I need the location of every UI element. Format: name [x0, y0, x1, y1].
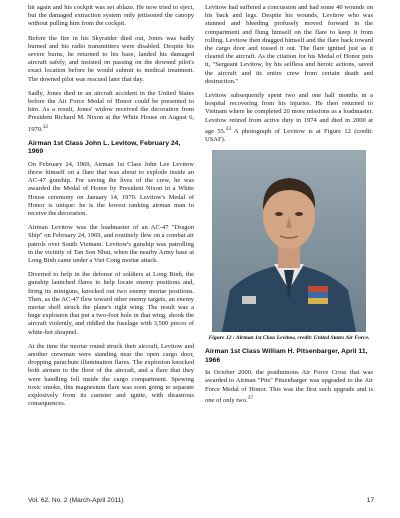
portrait-illustration	[212, 150, 366, 332]
section-heading-levitow: Airman 1st Class John L. Levitow, February 24, 1969	[28, 140, 181, 156]
right-column	[205, 4, 373, 411]
paragraph-text: Sadly, Jones died in an aircraft accident in the United States before the Air Force Medal of Honor could be presented to him. As a result, Jones' widow received the decoration from President Richard M. Nixon at the White House on August 6, 1970.	[28, 89, 194, 133]
page-footer	[28, 497, 374, 507]
paragraph: hit again and his cockpit was set ablaze. He now tried to eject, but the damaged extraction system only jettisoned the canopy without pulling him from the cockpit.	[28, 4, 194, 28]
paragraph-text: In October 2000, the posthumous Air Force Cross that was awarded to Airman "Pits" Pitsenbarger was upgraded to the Air Force Medal of Honor. This was the first such upgrade and is one of only two.	[205, 369, 373, 404]
issue-info: Vol. 62, No. 2 (March-April 2011)	[28, 497, 124, 504]
paragraph: Levitow had suffered a concussion and had some 40 wounds on his back and legs. Despite his wounds, Levitow who was stunned and bleeding profusely moved forward in the compartment and flung himself on the flare to keep it from rolling. Levitow then dragged himself and the flare back toward the cargo door and tossed it out. The flare ignited just as it cleared the aircraft. As the citation for his Medal of Honor puts it, "Sergeant Levitow, by his selfless and heroic actions, saved the aircraft and its entire crew from certain death and destruction."	[205, 4, 373, 85]
paragraph	[28, 90, 194, 134]
footnote-ref: 33	[225, 125, 231, 132]
paragraph: Before the fire in his Skyraider died out, Jones was badly burned and his radio transmitters were disabled. Despite his severe burns, he returned to his base, landed his damaged aircraft safely, and insisted on passing on the downed pilot's exact location before he would submit to medical treatment. The downed pilot was rescued later that day.	[28, 34, 194, 83]
paragraph: At the time the mortar round struck their aircraft, Levitow and another crewman were standing near the open cargo door, dropping parachute illumination flares. The explosion knocked both airmen to the floor of the aircraft, and a flare that they were handling fell inside the cargo compartment. Spewing toxic smoke, this magnesium flare was soon going to separate explosively from its canister and ignite, with disastrous consequences.	[28, 342, 194, 408]
paragraph: Airman Levitow was the loadmaster of an AC-47 "Dragon Ship" on February 24, 1969, and routinely flew on a combat air patrols over South Vietnam. Levitow's gunship was patrolling in the vicinity of Tan Son Nhut, when the nearby Army base at Long Binh came under a Viet Cong mortar attack.	[28, 224, 194, 265]
paragraph: On February 24, 1969, Airman 1st Class John Lee Levitow threw himself on a flare that was about to explode inside an AC-47 gunship. For saving the lives of the crew, he was awarded the Medal of Honor by President Nixon in a White House ceremony on January 14, 1970. Levitow's Medal of Honor is unique: he is the lowest ranking airman man to receive the decoration.	[28, 160, 194, 218]
paragraph	[205, 92, 373, 144]
paragraph-text: Levitow subsequently spent two and one half months in a hospital recovering from his injuries. He then returned to Vietnam where he completed 20 more missions as a loadmaster. Levitow retired from active duty in 1974 and died in 2000 at age 55.	[205, 92, 373, 135]
footnote-ref: 37	[247, 394, 254, 401]
figure-caption: Figure 12 : Airman 1st Class Levitow, credit: United States Air Force.	[208, 335, 370, 342]
paragraph: Diverted to help in the defense of soldiers at Long Binh, the gunship launched flares to help locate enemy positions and, firing its miniguns, knocked out two enemy mortar positions. Then, as the AC-47 flew toward other enemy targets, an enemy mortar shell struck the plane's right wing. The result was a huge explosion that put a two-foot hole in that wing, shook the aircraft violently, and riddled the fuselage with 3,500 pieces of white-hot shrapnel.	[28, 271, 194, 336]
footnote-ref: 32	[42, 123, 49, 130]
left-column	[28, 4, 194, 415]
paragraph-text: A photograph of Levitow is at Figure 12 (credit: USAF).	[205, 128, 373, 144]
page-number: 17	[366, 497, 374, 504]
paragraph	[205, 369, 373, 405]
section-heading-pitsenbarger: Airman 1st Class William H. Pitsenbarger, April 11, 1966	[205, 348, 368, 364]
portrait-photo	[212, 150, 366, 332]
